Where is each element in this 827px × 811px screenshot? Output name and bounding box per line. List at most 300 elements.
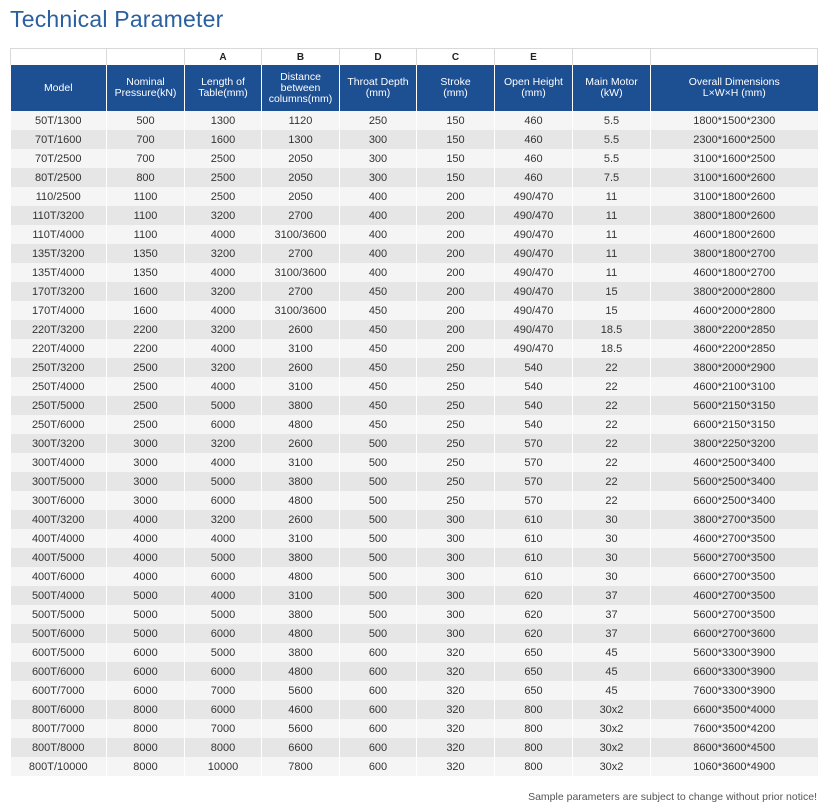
table-cell: 3200 <box>185 510 262 529</box>
table-cell: 4800 <box>262 491 340 510</box>
table-cell: 200 <box>417 244 495 263</box>
table-cell: 490/470 <box>495 187 573 206</box>
table-cell: 37 <box>573 624 651 643</box>
table-cell: 2500 <box>185 187 262 206</box>
table-cell: 490/470 <box>495 244 573 263</box>
table-cell: 620 <box>495 624 573 643</box>
column-letter <box>651 49 818 66</box>
table-row <box>11 377 818 396</box>
table-cell: 2700 <box>262 244 340 263</box>
header-length-of-table: Length of Table(mm) <box>185 65 262 111</box>
table-cell: 2600 <box>262 510 340 529</box>
header-distance-between-columns: Distance between columns(mm) <box>262 65 340 111</box>
table-cell: 2600 <box>262 434 340 453</box>
table-cell: 500 <box>340 510 417 529</box>
table-cell: 3800 <box>262 643 340 662</box>
table-cell: 6000 <box>107 681 185 700</box>
table-cell: 22 <box>573 377 651 396</box>
table-cell: 7.5 <box>573 168 651 187</box>
table-cell: 600T/6000 <box>11 662 107 681</box>
table-cell: 3100/3600 <box>262 263 340 282</box>
table-cell: 610 <box>495 567 573 586</box>
table-cell: 220T/3200 <box>11 320 107 339</box>
table-cell: 2200 <box>107 339 185 358</box>
table-cell: 540 <box>495 396 573 415</box>
table-cell: 110T/4000 <box>11 225 107 244</box>
header-main-motor: Main Motor (kW) <box>573 65 651 111</box>
table-cell: 8000 <box>107 719 185 738</box>
table-cell: 300 <box>340 149 417 168</box>
table-cell: 200 <box>417 206 495 225</box>
table-row <box>11 624 818 643</box>
table-cell: 5000 <box>185 548 262 567</box>
column-letter <box>107 49 185 66</box>
table-cell: 300T/5000 <box>11 472 107 491</box>
table-cell: 45 <box>573 643 651 662</box>
table-row <box>11 738 818 757</box>
table-cell: 600 <box>340 757 417 776</box>
table-cell: 22 <box>573 434 651 453</box>
table-cell: 220T/4000 <box>11 339 107 358</box>
table-cell: 500 <box>340 434 417 453</box>
table-row <box>11 510 818 529</box>
table-cell: 500 <box>340 529 417 548</box>
table-cell: 5600 <box>262 681 340 700</box>
table-row <box>11 244 818 263</box>
table-cell: 18.5 <box>573 320 651 339</box>
table-cell: 600 <box>340 738 417 757</box>
table-cell: 150 <box>417 149 495 168</box>
page-title: Technical Parameter <box>10 6 224 32</box>
table-cell: 1600 <box>185 130 262 149</box>
table-cell: 8000 <box>107 700 185 719</box>
column-letter <box>573 49 651 66</box>
table-cell: 4000 <box>107 529 185 548</box>
table-cell: 2300*1600*2500 <box>651 130 818 149</box>
table-cell: 3100/3600 <box>262 225 340 244</box>
table-cell: 400T/3200 <box>11 510 107 529</box>
table-cell: 400 <box>340 187 417 206</box>
table-cell: 600 <box>340 643 417 662</box>
table-cell: 300 <box>417 605 495 624</box>
table-cell: 30 <box>573 567 651 586</box>
table-cell: 1600 <box>107 282 185 301</box>
header-throat-depth: Throat Depth (mm) <box>340 65 417 111</box>
table-row <box>11 187 818 206</box>
table-cell: 2500 <box>107 415 185 434</box>
table-cell: 5000 <box>185 605 262 624</box>
table-row <box>11 149 818 168</box>
table-row <box>11 396 818 415</box>
table-row <box>11 358 818 377</box>
table-cell: 4000 <box>107 510 185 529</box>
table-cell: 300 <box>417 548 495 567</box>
table-row <box>11 548 818 567</box>
table-cell: 11 <box>573 187 651 206</box>
table-cell: 3800 <box>262 396 340 415</box>
table-cell: 4600*2700*3500 <box>651 529 818 548</box>
table-row <box>11 681 818 700</box>
table-cell: 450 <box>340 282 417 301</box>
table-cell: 5600*2700*3500 <box>651 548 818 567</box>
table-cell: 320 <box>417 681 495 700</box>
table-cell: 460 <box>495 149 573 168</box>
header-overall-dimensions: Overall Dimensions L×W×H (mm) <box>651 65 818 111</box>
table-cell: 6600 <box>262 738 340 757</box>
column-letter: C <box>417 49 495 66</box>
table-cell: 5.5 <box>573 149 651 168</box>
table-cell: 3100*1600*2600 <box>651 168 818 187</box>
table-cell: 150 <box>417 111 495 130</box>
table-row <box>11 434 818 453</box>
table-cell: 45 <box>573 662 651 681</box>
table-row <box>11 491 818 510</box>
table-cell: 400 <box>340 206 417 225</box>
table-cell: 320 <box>417 662 495 681</box>
table-cell: 200 <box>417 301 495 320</box>
table-cell: 570 <box>495 453 573 472</box>
table-cell: 22 <box>573 453 651 472</box>
table-cell: 300 <box>417 510 495 529</box>
table-cell: 3200 <box>185 358 262 377</box>
column-letter <box>11 49 107 66</box>
table-cell: 4000 <box>185 339 262 358</box>
table-cell: 3100 <box>262 377 340 396</box>
table-cell: 37 <box>573 586 651 605</box>
table-cell: 4600*2700*3500 <box>651 586 818 605</box>
table-cell: 200 <box>417 263 495 282</box>
table-cell: 460 <box>495 168 573 187</box>
table-cell: 5.5 <box>573 111 651 130</box>
table-row <box>11 130 818 149</box>
table-cell: 800T/10000 <box>11 757 107 776</box>
table-cell: 3200 <box>185 434 262 453</box>
table-cell: 540 <box>495 358 573 377</box>
table-cell: 3800*2200*2850 <box>651 320 818 339</box>
table-cell: 1350 <box>107 244 185 263</box>
table-cell: 450 <box>340 301 417 320</box>
table-cell: 4600*2500*3400 <box>651 453 818 472</box>
column-letter-row <box>11 49 818 66</box>
table-cell: 250T/6000 <box>11 415 107 434</box>
table-cell: 800T/7000 <box>11 719 107 738</box>
table-cell: 15 <box>573 282 651 301</box>
table-cell: 4800 <box>262 567 340 586</box>
table-cell: 2500 <box>185 149 262 168</box>
table-cell: 4800 <box>262 624 340 643</box>
table-row <box>11 415 818 434</box>
parameter-table <box>10 48 818 776</box>
table-cell: 6000 <box>185 662 262 681</box>
table-cell: 4600*1800*2600 <box>651 225 818 244</box>
table-cell: 3100*1600*2500 <box>651 149 818 168</box>
table-row <box>11 529 818 548</box>
table-cell: 400T/6000 <box>11 567 107 586</box>
column-letter: D <box>340 49 417 66</box>
table-cell: 150 <box>417 168 495 187</box>
table-cell: 11 <box>573 244 651 263</box>
table-cell: 4800 <box>262 415 340 434</box>
table-cell: 6600*2500*3400 <box>651 491 818 510</box>
table-cell: 400T/5000 <box>11 548 107 567</box>
table-cell: 2050 <box>262 149 340 168</box>
table-cell: 500 <box>340 491 417 510</box>
table-cell: 1100 <box>107 225 185 244</box>
table-cell: 11 <box>573 225 651 244</box>
table-cell: 650 <box>495 643 573 662</box>
table-cell: 5000 <box>185 472 262 491</box>
table-cell: 5000 <box>107 605 185 624</box>
table-header-row <box>11 65 818 111</box>
table-cell: 450 <box>340 358 417 377</box>
table-cell: 3800 <box>262 472 340 491</box>
table-cell: 110/2500 <box>11 187 107 206</box>
table-cell: 500 <box>340 548 417 567</box>
table-cell: 6000 <box>107 643 185 662</box>
table-cell: 800T/8000 <box>11 738 107 757</box>
table-cell: 300T/3200 <box>11 434 107 453</box>
table-cell: 400T/4000 <box>11 529 107 548</box>
table-cell: 500 <box>340 586 417 605</box>
table-cell: 30x2 <box>573 719 651 738</box>
table-cell: 5000 <box>185 396 262 415</box>
table-cell: 3200 <box>185 206 262 225</box>
table-cell: 250 <box>417 491 495 510</box>
table-cell: 2600 <box>262 320 340 339</box>
table-cell: 250 <box>417 377 495 396</box>
table-cell: 800 <box>495 719 573 738</box>
table-cell: 3100*1800*2600 <box>651 187 818 206</box>
table-cell: 540 <box>495 377 573 396</box>
header-model: Model <box>11 65 107 111</box>
table-cell: 4000 <box>185 225 262 244</box>
table-cell: 2050 <box>262 168 340 187</box>
table-cell: 490/470 <box>495 263 573 282</box>
table-cell: 3000 <box>107 453 185 472</box>
table-cell: 4600*2000*2800 <box>651 301 818 320</box>
table-cell: 4600 <box>262 700 340 719</box>
table-cell: 3100/3600 <box>262 301 340 320</box>
table-row <box>11 757 818 776</box>
table-cell: 50T/1300 <box>11 111 107 130</box>
table-cell: 610 <box>495 529 573 548</box>
table-cell: 6600*3500*4000 <box>651 700 818 719</box>
table-cell: 1350 <box>107 263 185 282</box>
table-row <box>11 225 818 244</box>
table-cell: 300T/4000 <box>11 453 107 472</box>
table-cell: 250T/4000 <box>11 377 107 396</box>
table-row <box>11 111 818 130</box>
table-cell: 135T/3200 <box>11 244 107 263</box>
table-cell: 30 <box>573 548 651 567</box>
table-cell: 5600*2500*3400 <box>651 472 818 491</box>
table-cell: 6000 <box>185 624 262 643</box>
table-cell: 3100 <box>262 339 340 358</box>
table-cell: 3200 <box>185 244 262 263</box>
table-cell: 600T/5000 <box>11 643 107 662</box>
table-cell: 2700 <box>262 282 340 301</box>
table-cell: 135T/4000 <box>11 263 107 282</box>
table-cell: 3200 <box>185 282 262 301</box>
table-cell: 450 <box>340 320 417 339</box>
table-cell: 4000 <box>185 301 262 320</box>
table-cell: 250T/5000 <box>11 396 107 415</box>
table-cell: 250T/3200 <box>11 358 107 377</box>
table-cell: 7000 <box>185 719 262 738</box>
table-cell: 300 <box>417 529 495 548</box>
table-cell: 170T/3200 <box>11 282 107 301</box>
table-cell: 70T/2500 <box>11 149 107 168</box>
table-cell: 460 <box>495 111 573 130</box>
table-cell: 3800*1800*2700 <box>651 244 818 263</box>
table-cell: 2600 <box>262 358 340 377</box>
table-cell: 2500 <box>107 396 185 415</box>
header-stroke: Stroke (mm) <box>417 65 495 111</box>
table-cell: 4000 <box>107 548 185 567</box>
table-cell: 6000 <box>185 700 262 719</box>
table-cell: 3000 <box>107 434 185 453</box>
table-row <box>11 263 818 282</box>
table-cell: 4800 <box>262 662 340 681</box>
table-cell: 22 <box>573 358 651 377</box>
table-cell: 320 <box>417 738 495 757</box>
table-cell: 500 <box>340 567 417 586</box>
table-cell: 1300 <box>185 111 262 130</box>
table-cell: 700 <box>107 130 185 149</box>
table-cell: 170T/4000 <box>11 301 107 320</box>
header-nominal-pressure: Nominal Pressure(kN) <box>107 65 185 111</box>
table-cell: 600 <box>340 681 417 700</box>
table-cell: 400 <box>340 225 417 244</box>
table-cell: 320 <box>417 757 495 776</box>
table-cell: 7800 <box>262 757 340 776</box>
table-cell: 8000 <box>185 738 262 757</box>
table-cell: 11 <box>573 206 651 225</box>
table-cell: 5000 <box>185 643 262 662</box>
table-cell: 400 <box>340 244 417 263</box>
table-cell: 1100 <box>107 206 185 225</box>
table-cell: 600 <box>340 700 417 719</box>
table-cell: 460 <box>495 130 573 149</box>
table-cell: 300 <box>417 586 495 605</box>
table-cell: 7600*3500*4200 <box>651 719 818 738</box>
table-cell: 6000 <box>185 415 262 434</box>
table-cell: 200 <box>417 282 495 301</box>
table-cell: 500 <box>340 624 417 643</box>
table-cell: 3000 <box>107 472 185 491</box>
table-cell: 10000 <box>185 757 262 776</box>
table-row <box>11 586 818 605</box>
table-cell: 1300 <box>262 130 340 149</box>
table-cell: 5600*2700*3500 <box>651 605 818 624</box>
table-cell: 1100 <box>107 187 185 206</box>
table-cell: 7600*3300*3900 <box>651 681 818 700</box>
table-cell: 490/470 <box>495 225 573 244</box>
table-cell: 6600*3300*3900 <box>651 662 818 681</box>
table-cell: 800 <box>495 700 573 719</box>
table-cell: 8000 <box>107 738 185 757</box>
table-cell: 650 <box>495 662 573 681</box>
table-cell: 1600 <box>107 301 185 320</box>
table-cell: 4000 <box>185 453 262 472</box>
table-cell: 30x2 <box>573 738 651 757</box>
table-cell: 200 <box>417 320 495 339</box>
footnote: Sample parameters are subject to change without prior notice! <box>528 791 817 803</box>
table-cell: 320 <box>417 719 495 738</box>
table-body <box>11 111 818 776</box>
table-cell: 6000 <box>185 567 262 586</box>
table-cell: 3800 <box>262 548 340 567</box>
table-cell: 650 <box>495 681 573 700</box>
table-cell: 490/470 <box>495 320 573 339</box>
table-cell: 490/470 <box>495 301 573 320</box>
table-cell: 300 <box>340 168 417 187</box>
table-cell: 22 <box>573 491 651 510</box>
table-cell: 500T/5000 <box>11 605 107 624</box>
table-row <box>11 320 818 339</box>
table-cell: 18.5 <box>573 339 651 358</box>
table-cell: 1120 <box>262 111 340 130</box>
table-cell: 2050 <box>262 187 340 206</box>
table-cell: 6000 <box>185 491 262 510</box>
table-row <box>11 662 818 681</box>
table-cell: 320 <box>417 643 495 662</box>
table-row <box>11 282 818 301</box>
table-cell: 600 <box>340 662 417 681</box>
table-cell: 540 <box>495 415 573 434</box>
table-cell: 250 <box>340 111 417 130</box>
column-letter: B <box>262 49 340 66</box>
table-cell: 300 <box>417 624 495 643</box>
table-cell: 2700 <box>262 206 340 225</box>
table-cell: 400 <box>340 263 417 282</box>
table-cell: 490/470 <box>495 339 573 358</box>
table-cell: 5600*2150*3150 <box>651 396 818 415</box>
table-cell: 22 <box>573 396 651 415</box>
table-cell: 620 <box>495 605 573 624</box>
table-cell: 250 <box>417 358 495 377</box>
table-row <box>11 700 818 719</box>
table-cell: 250 <box>417 472 495 491</box>
table-row <box>11 472 818 491</box>
table-cell: 150 <box>417 130 495 149</box>
table-cell: 3100 <box>262 453 340 472</box>
table-cell: 4000 <box>185 586 262 605</box>
table-cell: 500 <box>340 472 417 491</box>
table-cell: 6600*2150*3150 <box>651 415 818 434</box>
table-cell: 30x2 <box>573 700 651 719</box>
table-cell: 3100 <box>262 586 340 605</box>
table-cell: 22 <box>573 415 651 434</box>
table-cell: 11 <box>573 263 651 282</box>
table-cell: 4000 <box>107 567 185 586</box>
table-cell: 7000 <box>185 681 262 700</box>
table-cell: 3800*2700*3500 <box>651 510 818 529</box>
table-cell: 5000 <box>107 586 185 605</box>
table-cell: 300 <box>340 130 417 149</box>
table-cell: 110T/3200 <box>11 206 107 225</box>
table-cell: 5.5 <box>573 130 651 149</box>
table-cell: 30 <box>573 510 651 529</box>
table-cell: 22 <box>573 472 651 491</box>
table-cell: 600 <box>340 719 417 738</box>
table-cell: 45 <box>573 681 651 700</box>
table-cell: 300 <box>417 567 495 586</box>
table-cell: 30 <box>573 529 651 548</box>
table-cell: 8000 <box>107 757 185 776</box>
table-row <box>11 605 818 624</box>
table-cell: 3200 <box>185 320 262 339</box>
